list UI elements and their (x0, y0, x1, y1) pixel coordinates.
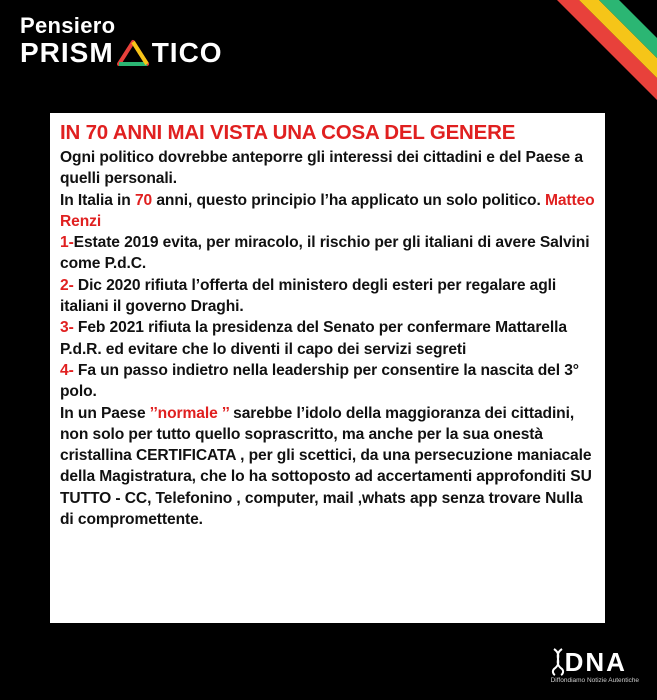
point-2 (60, 275, 597, 318)
paragraph-italy (60, 190, 597, 233)
pensiero-prismatico-logo (20, 14, 223, 68)
point-2-text: Dic 2020 rifiuta l’offerta del ministero degli esteri per regalare agli italiani il governo Draghi. (60, 276, 557, 316)
point-1-number: 1- (60, 234, 74, 252)
card-title: IN 70 ANNI MAI VISTA UNA COSA DEL GENERE (60, 121, 516, 144)
seventy-highlight: 70 (134, 191, 153, 209)
logo-line-2-start: PRISM (20, 37, 114, 68)
dna-logo-row (551, 648, 639, 676)
dna-word: DNA (564, 647, 627, 677)
paragraph-conclusion (60, 403, 597, 531)
point-3 (60, 317, 597, 360)
point-4-number: 4- (60, 361, 74, 379)
italy-text-a: In Italia in (60, 191, 135, 209)
point-4-text: Fa un passo indietro nella leadership per consentire la nascita del 3° polo. (60, 361, 579, 401)
text-card (50, 113, 605, 623)
prism-triangle-icon (116, 39, 150, 67)
corner-stripes (527, 0, 657, 110)
point-4 (60, 360, 597, 403)
normale-highlight: ’’normale ’’ (149, 404, 229, 422)
dna-logo (551, 648, 639, 684)
conclusion-text-b: sarebbe l’idolo della maggioranza dei cittadini, non solo per tutto quello soprascritto, ma anche per la sua onestà cristallina CERTIFICATA , per gli scettici, da una persecuzione maniacale della Magistratura, che lo ha sottoposto ad accertamenti approfonditi SU TUTTO - CC, Telefonino , computer, mail ,whats app senza trovare Nulla di compromettente. (60, 404, 592, 529)
point-1 (60, 232, 597, 275)
logo-line-2 (20, 38, 223, 68)
dna-helix-icon (551, 648, 565, 676)
logo-line-1: Pensiero (20, 13, 116, 38)
point-3-text: Feb 2021 rifiuta la presidenza del Senato per confermare Mattarella P.d.R. ed evitare che lo diventi il capo dei servizi segreti (60, 319, 567, 358)
point-2-number: 2- (60, 276, 74, 294)
point-1-text: Estate 2019 evita, per miracolo, il rischio per gli italiani di avere Salvini come P.d.C. (60, 234, 590, 273)
italy-text-b: anni, questo principio l’ha applicato un solo politico. (152, 191, 545, 209)
renzi-name: Matteo Renzi (60, 191, 595, 230)
conclusion-text-a: In un Paese (60, 404, 150, 422)
point-3-number: 3- (60, 319, 74, 337)
paragraph-intro: Ogni politico dovrebbe anteporre gli interessi dei cittadini e del Paese a quelli personali. (60, 149, 583, 188)
logo-line-2-end: TICO (151, 37, 223, 68)
dna-tagline: Diffondiamo Notizie Autentiche (550, 677, 639, 684)
